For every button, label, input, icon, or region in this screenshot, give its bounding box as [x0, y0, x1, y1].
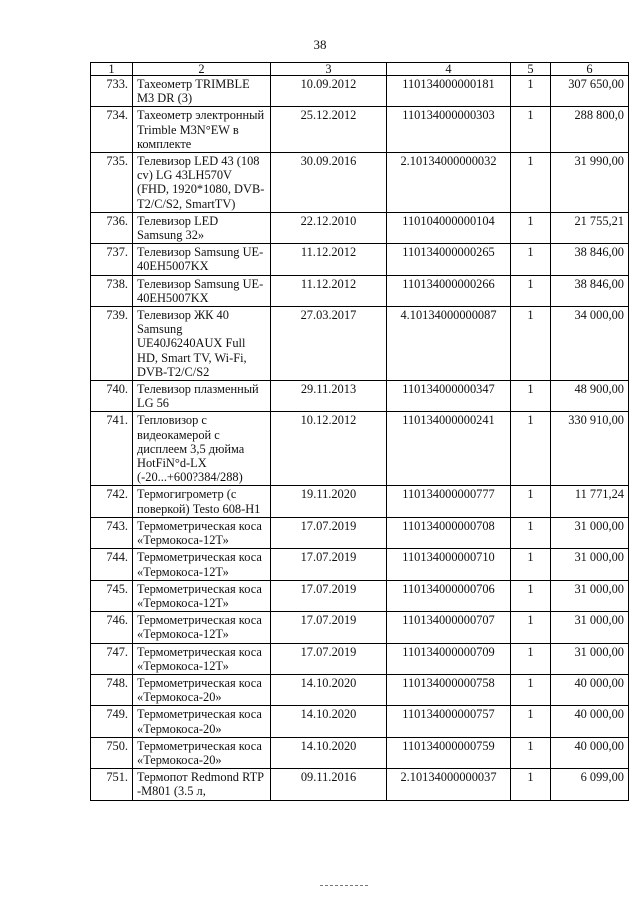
inventory-number-cell: 110134000000777	[387, 486, 511, 517]
row-number-cell: 741.	[91, 412, 133, 486]
inventory-number-cell: 110134000000758	[387, 674, 511, 705]
cost-value-cell: 40 000,00	[551, 737, 629, 768]
row-number-cell: 748.	[91, 674, 133, 705]
acquisition-date-cell: 17.07.2019	[271, 580, 387, 611]
page-number: 38	[313, 37, 327, 52]
inventory-number-cell: 4.10134000000087	[387, 307, 511, 381]
quantity-cell: 1	[511, 244, 551, 275]
quantity-cell: 1	[511, 517, 551, 548]
table-row	[91, 275, 629, 306]
item-name-cell: Термометрическая коса «Термокоса-12Т»	[133, 612, 271, 643]
item-name-cell: Телевизор LED Samsung 32»	[133, 212, 271, 243]
table-row	[91, 517, 629, 548]
item-name-cell: Тепловизор с видеокамерой с дисплеем 3,5 дюйма HotFiN°d-LX (-20...+600?384/288)	[133, 412, 271, 486]
row-number-cell: 737.	[91, 244, 133, 275]
item-name-cell: Термометрическая коса «Термокоса-20»	[133, 674, 271, 705]
table-row	[91, 76, 629, 107]
inventory-number-cell: 110134000000265	[387, 244, 511, 275]
cost-value-cell: 40 000,00	[551, 674, 629, 705]
cost-value-cell: 31 000,00	[551, 549, 629, 580]
inventory-number-cell: 110134000000706	[387, 580, 511, 611]
quantity-cell: 1	[511, 580, 551, 611]
column-header-3: 3	[271, 63, 387, 76]
table-row	[91, 643, 629, 674]
acquisition-date-cell: 19.11.2020	[271, 486, 387, 517]
cost-value-cell: 40 000,00	[551, 706, 629, 737]
item-name-cell: Термометрическая коса «Термокоса-20»	[133, 706, 271, 737]
cost-value-cell: 31 000,00	[551, 643, 629, 674]
cost-value-cell: 31 990,00	[551, 153, 629, 213]
row-number-cell: 735.	[91, 153, 133, 213]
item-name-cell: Телевизор LED 43 (108 cv) LG 43LH570V (FHD, 1920*1080, DVB-T2/C/S2, SmartTV)	[133, 153, 271, 213]
row-number-cell: 745.	[91, 580, 133, 611]
item-name-cell: Термопот Redmond RTP -M801 (3.5 л,	[133, 769, 271, 800]
row-number-cell: 749.	[91, 706, 133, 737]
table-body	[91, 76, 629, 801]
quantity-cell: 1	[511, 107, 551, 153]
table-row	[91, 549, 629, 580]
inventory-number-cell: 110134000000757	[387, 706, 511, 737]
quantity-cell: 1	[511, 486, 551, 517]
row-number-cell: 747.	[91, 643, 133, 674]
item-name-cell: Тахеометр электронный Trimble M3N°EW в комплекте	[133, 107, 271, 153]
acquisition-date-cell: 14.10.2020	[271, 674, 387, 705]
table-row	[91, 412, 629, 486]
row-number-cell: 742.	[91, 486, 133, 517]
item-name-cell: Термометрическая коса «Термокоса-20»	[133, 737, 271, 768]
cost-value-cell: 38 846,00	[551, 244, 629, 275]
acquisition-date-cell: 17.07.2019	[271, 643, 387, 674]
cost-value-cell: 31 000,00	[551, 612, 629, 643]
header-row	[91, 63, 629, 76]
table-row	[91, 486, 629, 517]
inventory-number-cell: 2.10134000000037	[387, 769, 511, 800]
acquisition-date-cell: 27.03.2017	[271, 307, 387, 381]
inventory-number-cell: 110104000000104	[387, 212, 511, 243]
acquisition-date-cell: 17.07.2019	[271, 612, 387, 643]
table-row	[91, 212, 629, 243]
item-name-cell: Термометрическая коса «Термокоса-12Т»	[133, 580, 271, 611]
quantity-cell: 1	[511, 706, 551, 737]
cost-value-cell: 31 000,00	[551, 580, 629, 611]
item-name-cell: Термометрическая коса «Термокоса-12Т»	[133, 549, 271, 580]
acquisition-date-cell: 10.12.2012	[271, 412, 387, 486]
cost-value-cell: 6 099,00	[551, 769, 629, 800]
quantity-cell: 1	[511, 674, 551, 705]
row-number-cell: 738.	[91, 275, 133, 306]
item-name-cell: Телевизор ЖК 40 Samsung UE40J6240AUX Full HD, Smart TV, Wi-Fi, DVB-T2/C/S2	[133, 307, 271, 381]
row-number-cell: 751.	[91, 769, 133, 800]
acquisition-date-cell: 30.09.2016	[271, 153, 387, 213]
row-number-cell: 739.	[91, 307, 133, 381]
item-name-cell: Телевизор Samsung UE-40EH5007KX	[133, 275, 271, 306]
table-row	[91, 706, 629, 737]
inventory-number-cell: 110134000000181	[387, 76, 511, 107]
table-row	[91, 612, 629, 643]
acquisition-date-cell: 22.12.2010	[271, 212, 387, 243]
quantity-cell: 1	[511, 275, 551, 306]
acquisition-date-cell: 09.11.2016	[271, 769, 387, 800]
acquisition-date-cell: 29.11.2013	[271, 381, 387, 412]
cost-value-cell: 31 000,00	[551, 517, 629, 548]
quantity-cell: 1	[511, 153, 551, 213]
item-name-cell: Термометрическая коса «Термокоса-12Т»	[133, 643, 271, 674]
table-row	[91, 107, 629, 153]
quantity-cell: 1	[511, 643, 551, 674]
quantity-cell: 1	[511, 381, 551, 412]
inventory-number-cell: 110134000000759	[387, 737, 511, 768]
table-row	[91, 307, 629, 381]
table-header	[91, 63, 629, 76]
quantity-cell: 1	[511, 76, 551, 107]
row-number-cell: 736.	[91, 212, 133, 243]
cost-value-cell: 48 900,00	[551, 381, 629, 412]
row-number-cell: 734.	[91, 107, 133, 153]
table-row	[91, 244, 629, 275]
item-name-cell: Тахеометр TRIMBLE M3 DR (3)	[133, 76, 271, 107]
column-header-6: 6	[551, 63, 629, 76]
inventory-number-cell: 110134000000709	[387, 643, 511, 674]
asset-table	[90, 62, 629, 801]
acquisition-date-cell: 17.07.2019	[271, 549, 387, 580]
cost-value-cell: 307 650,00	[551, 76, 629, 107]
inventory-number-cell: 110134000000266	[387, 275, 511, 306]
column-header-5: 5	[511, 63, 551, 76]
table-row	[91, 737, 629, 768]
table-row	[91, 153, 629, 213]
acquisition-date-cell: 17.07.2019	[271, 517, 387, 548]
column-header-4: 4	[387, 63, 511, 76]
inventory-number-cell: 110134000000241	[387, 412, 511, 486]
row-number-cell: 743.	[91, 517, 133, 548]
table-row	[91, 580, 629, 611]
quantity-cell: 1	[511, 412, 551, 486]
quantity-cell: 1	[511, 549, 551, 580]
item-name-cell: Термогигрометр (с поверкой) Testo 608-H1	[133, 486, 271, 517]
column-header-2: 2	[133, 63, 271, 76]
acquisition-date-cell: 25.12.2012	[271, 107, 387, 153]
table-row	[91, 769, 629, 800]
row-number-cell: 750.	[91, 737, 133, 768]
footer-divider	[320, 885, 368, 886]
cost-value-cell: 21 755,21	[551, 212, 629, 243]
cost-value-cell: 288 800,0	[551, 107, 629, 153]
inventory-number-cell: 110134000000347	[387, 381, 511, 412]
item-name-cell: Термометрическая коса «Термокоса-12Т»	[133, 517, 271, 548]
item-name-cell: Телевизор Samsung UE-40EH5007KX	[133, 244, 271, 275]
acquisition-date-cell: 11.12.2012	[271, 244, 387, 275]
inventory-number-cell: 110134000000707	[387, 612, 511, 643]
quantity-cell: 1	[511, 612, 551, 643]
quantity-cell: 1	[511, 769, 551, 800]
acquisition-date-cell: 11.12.2012	[271, 275, 387, 306]
quantity-cell: 1	[511, 212, 551, 243]
acquisition-date-cell: 14.10.2020	[271, 737, 387, 768]
acquisition-date-cell: 10.09.2012	[271, 76, 387, 107]
inventory-number-cell: 110134000000303	[387, 107, 511, 153]
table-row	[91, 381, 629, 412]
quantity-cell: 1	[511, 307, 551, 381]
quantity-cell: 1	[511, 737, 551, 768]
cost-value-cell: 330 910,00	[551, 412, 629, 486]
cost-value-cell: 38 846,00	[551, 275, 629, 306]
inventory-number-cell: 110134000000710	[387, 549, 511, 580]
table-row	[91, 674, 629, 705]
row-number-cell: 733.	[91, 76, 133, 107]
cost-value-cell: 11 771,24	[551, 486, 629, 517]
item-name-cell: Телевизор плазменный LG 56	[133, 381, 271, 412]
inventory-number-cell: 2.10134000000032	[387, 153, 511, 213]
acquisition-date-cell: 14.10.2020	[271, 706, 387, 737]
row-number-cell: 746.	[91, 612, 133, 643]
row-number-cell: 744.	[91, 549, 133, 580]
row-number-cell: 740.	[91, 381, 133, 412]
cost-value-cell: 34 000,00	[551, 307, 629, 381]
inventory-number-cell: 110134000000708	[387, 517, 511, 548]
column-header-1: 1	[91, 63, 133, 76]
